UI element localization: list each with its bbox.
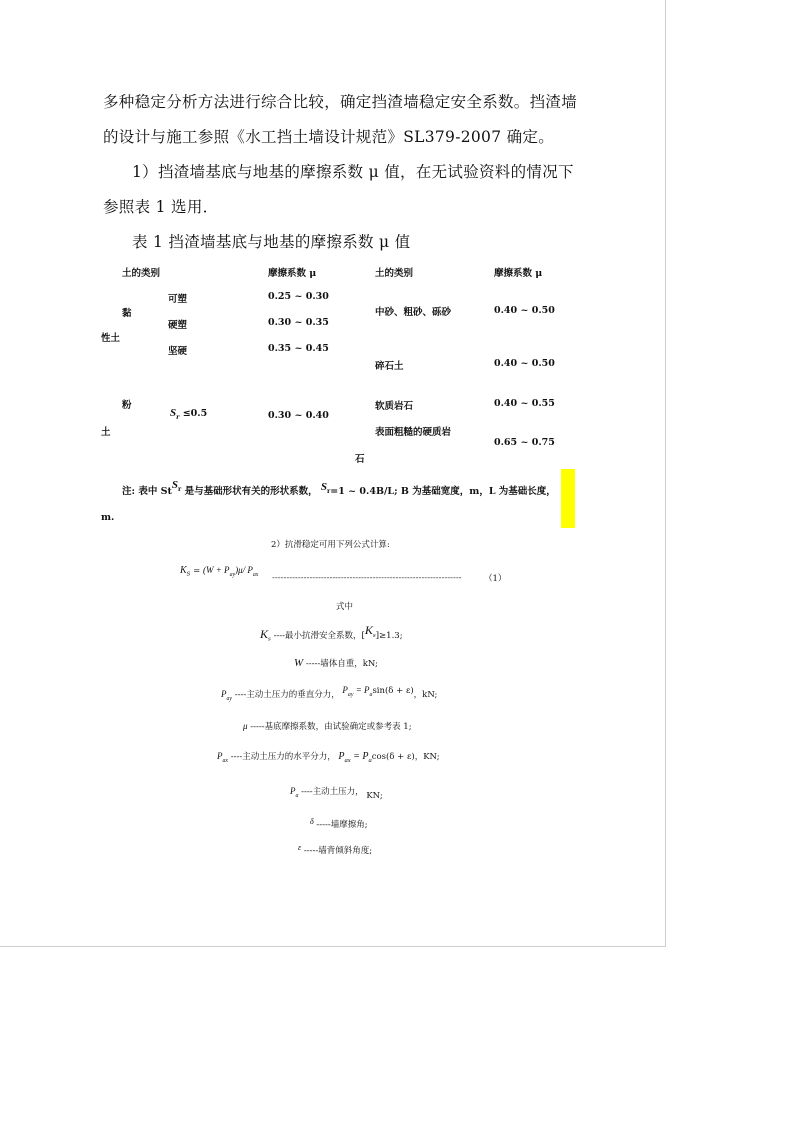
table-cell: 石 bbox=[355, 454, 365, 465]
table-cell: 粉 bbox=[122, 400, 132, 411]
def-pa: $P_a$ ----主动土压力， KN; bbox=[290, 786, 383, 801]
table-cell: 0.65 ~ 0.75 bbox=[494, 437, 555, 448]
equation-number: （1） bbox=[484, 574, 507, 584]
table-note-cont: m. bbox=[101, 512, 115, 523]
paragraph-line: 的设计与施工参照《水工挡土墙设计规范》SL379-2007 确定。 bbox=[103, 128, 555, 146]
formula-ks: $K_S = (W + P_{ay})\mu/$ $P_{ax}$ bbox=[180, 565, 259, 578]
formula-dashes: ------------------------------------------------------------------ bbox=[272, 573, 462, 583]
paragraph-line: 参照表 1 选用． bbox=[103, 198, 219, 216]
table-cell: 0.40 ~ 0.55 bbox=[494, 398, 555, 409]
table-cell: 硬塑 bbox=[168, 320, 188, 331]
table-cell: 可塑 bbox=[168, 294, 188, 305]
table-cell: 0.30 ~ 0.35 bbox=[268, 317, 329, 328]
table-header: 摩擦系数 μ bbox=[268, 268, 317, 279]
table-note: 注: 表中 StS$_r$ 是与基础形状有关的形状系数， $S_r=1$ ~ 0.4B/L; B 为基础宽度，m，L 为基础长度， bbox=[122, 479, 556, 497]
def-delta: δ -----墙摩擦角; bbox=[310, 817, 368, 830]
table-cell: 坚硬 bbox=[168, 346, 188, 357]
table-cell: 性土 bbox=[101, 333, 121, 344]
table-header: 摩擦系数 μ bbox=[494, 268, 543, 279]
table-cell: 0.40 ~ 0.50 bbox=[494, 358, 555, 369]
paragraph-line: 多种稳定分析方法进行综合比较，确定挡渣墙稳定安全系数。挡渣墙 bbox=[103, 93, 578, 111]
table-cell: 黏 bbox=[122, 308, 132, 319]
table-cell: 0.25 ~ 0.30 bbox=[268, 291, 329, 302]
table-header: 土的类别 bbox=[122, 268, 161, 279]
def-w: W -----墙体自重，kN; bbox=[294, 657, 378, 669]
def-epsilon: ε -----墙背倾斜角度; bbox=[298, 843, 373, 856]
highlight-marker bbox=[561, 469, 575, 528]
section-intro: 2）抗滑稳定可用下列公式计算: bbox=[271, 540, 390, 550]
table-cell: 土 bbox=[101, 427, 111, 438]
table-cell: 软质岩石 bbox=[375, 401, 414, 412]
def-pax: $P_{ax}$ ----主动土压力的水平分力， $P_{ax} = P_a\cos(\delta + \varepsilon)$，KN; bbox=[217, 751, 440, 764]
table-cell: 0.40 ~ 0.50 bbox=[494, 305, 555, 316]
where-label: 式中 bbox=[336, 602, 354, 612]
table-cell: 表面粗糙的硬质岩 bbox=[375, 427, 452, 438]
def-mu: μ -----基底摩擦系数，由试验确定或参考表 1; bbox=[243, 721, 412, 732]
table-cell: 0.35 ~ 0.45 bbox=[268, 343, 329, 354]
silt-condition: $S_r \le 0.5$ bbox=[170, 407, 208, 421]
table-header: 土的类别 bbox=[375, 268, 414, 279]
table-cell: 中砂、粗砂、砾砂 bbox=[375, 307, 452, 318]
table-title: 表 1 挡渣墙基底与地基的摩擦系数 μ 值 bbox=[132, 233, 411, 251]
def-pay: $P_{ay}$ ----主动土压力的垂直分力， $P_{ay} = P_a\sin(\delta + \varepsilon)$，kN; bbox=[221, 685, 438, 702]
paragraph-line: 1）挡渣墙基底与地基的摩擦系数 μ 值，在无试验资料的情况下 bbox=[132, 163, 574, 181]
table-cell: 碎石土 bbox=[375, 361, 404, 372]
table-cell: 0.30 ~ 0.40 bbox=[268, 410, 329, 421]
def-ks: $K_s$ ----最小抗滑安全系数，$[K_s]\ge 1.3$; bbox=[260, 623, 403, 643]
